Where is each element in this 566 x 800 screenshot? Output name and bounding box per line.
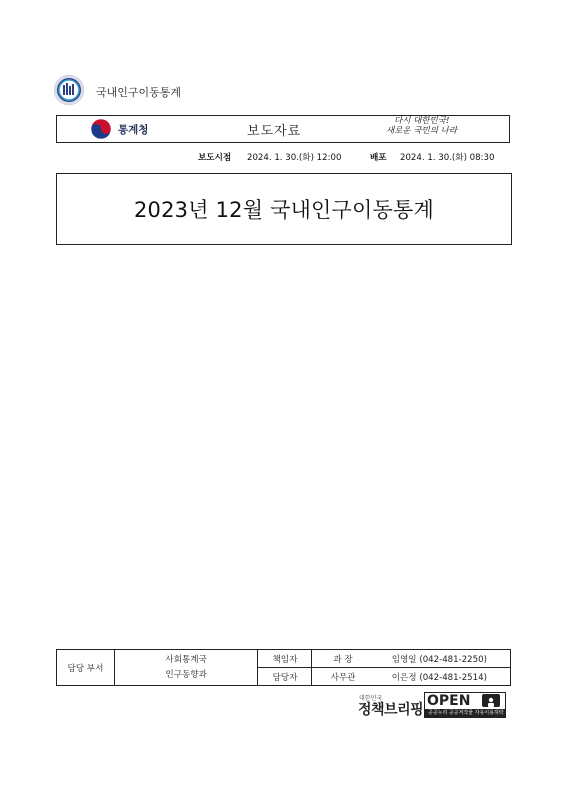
statistics-seal-logo [54,75,84,105]
role-cell: 담당자 [258,668,312,686]
open-license-word: OPEN [427,693,471,709]
slogan-line-1: 다시 대한민국! [394,116,450,126]
distribution-value: 2024. 1. 30.(화) 08:30 [400,153,495,163]
dept-line-1: 사회통계국 [165,654,207,665]
handwritten-slogan [386,116,490,140]
table-row [57,650,511,668]
dept-line-2: 인구동향과 [165,669,207,680]
embargo-label: 보도시점 [198,153,232,163]
dept-name [114,650,258,686]
dept-label: 담당 부서 [57,650,115,686]
org-name: 통계청 [118,124,149,136]
title-cell: 사무관 [312,668,374,686]
taegeuk-logo-icon [90,118,112,140]
slogan-line-2: 새로운 국민의 나라 [386,126,458,136]
role-cell: 책임자 [258,650,312,668]
brand-title: 국내인구이동통계 [96,86,182,99]
page-title: 2023년 12월 국내인구이동통계 [134,198,434,222]
person-cell: 임영일 (042-481-2250) [374,650,511,668]
document-type: 보도자료 [247,124,302,139]
policy-briefing-logo: 정책브리핑 [358,702,424,718]
embargo-value: 2024. 1. 30.(화) 12:00 [247,153,342,163]
policy-briefing-small-text: 대한민국 [359,695,383,702]
attribution-icon [482,694,500,707]
title-box [56,173,512,245]
person-cell: 이은정 (042-481-2514) [374,668,511,686]
open-license-subtext: 공공누리 공공저작물 자유이용허락 [428,710,504,716]
contact-table [56,649,511,686]
distribution-label: 배포 [370,153,387,163]
title-cell: 과 장 [312,650,374,668]
